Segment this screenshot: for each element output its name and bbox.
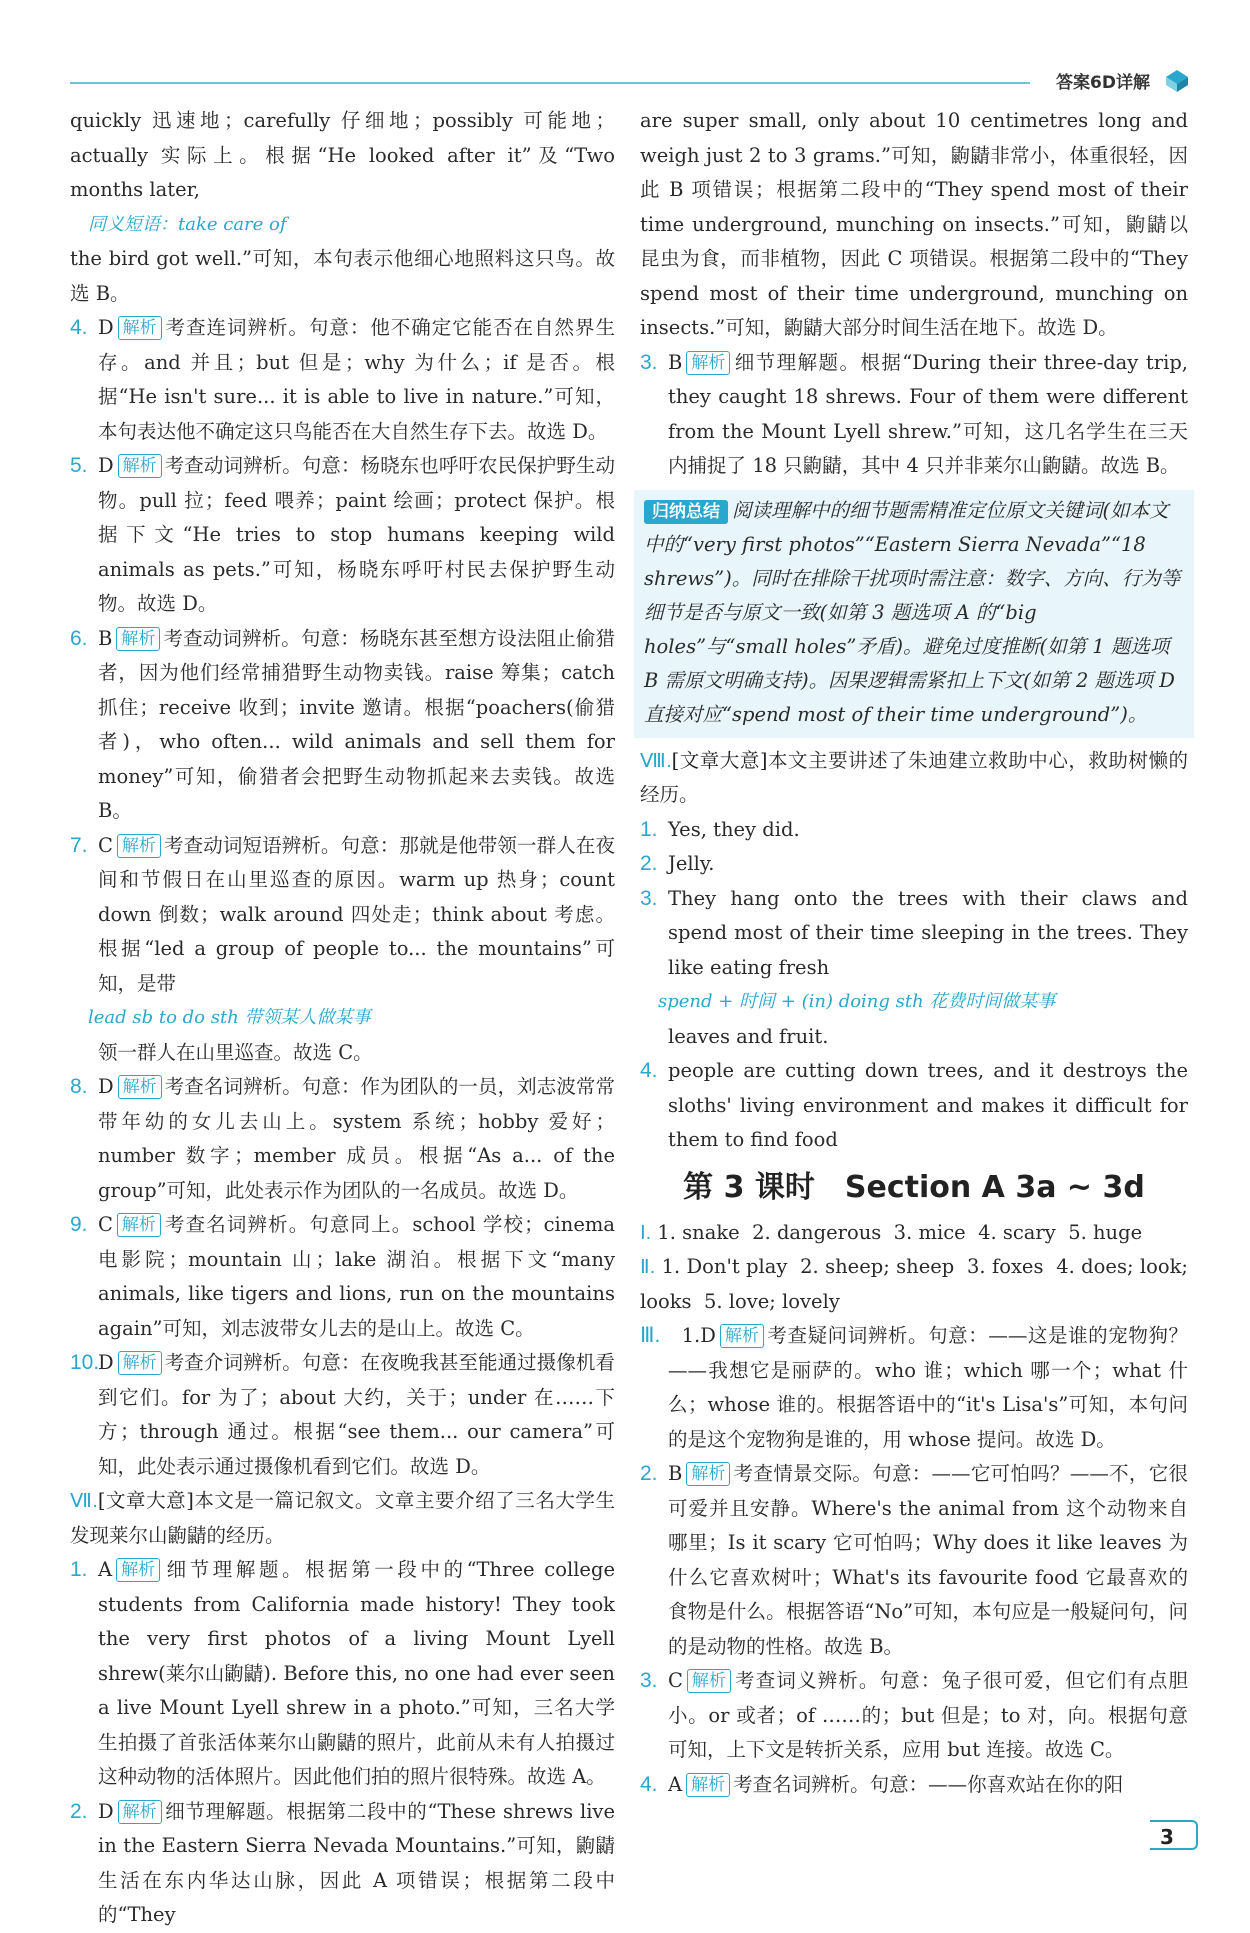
answer-text: 考查名词辨析。句意：作为团队的一员，刘志波常常带年幼的女儿去山上。system 系统；hobby 爱好；number 数字；member 成员。根据“As a... of the group”可知，此处表示作为团队的一名成员。故选 D。 xyxy=(98,1075,615,1202)
analysis-tag: 解析 xyxy=(687,1669,731,1693)
left-column xyxy=(70,104,615,1933)
analysis-tag: 解析 xyxy=(686,351,730,375)
item-number: 1. xyxy=(70,1558,88,1581)
analysis-tag: 解析 xyxy=(116,627,160,651)
section-text: 本文是一篇记叙文。文章主要介绍了三名大学生发现莱尔山鼩鼱的经历。 xyxy=(70,1489,615,1547)
page-header xyxy=(70,62,1210,102)
answer-letter: B xyxy=(98,626,113,650)
answer-item xyxy=(640,1054,1188,1158)
item-number: 7. xyxy=(70,833,88,857)
analysis-tag: 解析 xyxy=(686,1773,730,1797)
item-number: 6. xyxy=(70,626,88,650)
section-roman: Ⅲ. xyxy=(640,1324,661,1347)
answer-chip: 4. does; look; looks xyxy=(640,1255,1188,1313)
item-number xyxy=(640,1319,660,1354)
answer-text: 考查名词辨析。句意：——你喜欢站在你的阳 xyxy=(733,1772,1124,1796)
header-title: 答案6D详解 xyxy=(1056,73,1150,93)
answer-chip: 5. love; lovely xyxy=(703,1289,840,1313)
answer-item xyxy=(640,1664,1188,1768)
answer-chip: 1. snake xyxy=(657,1220,740,1244)
answer-item xyxy=(70,311,615,449)
section-heading: [文章大意] xyxy=(671,748,768,772)
answer-text: 考查动词辨析。句意：杨晓东甚至想方设法阻止偷猎者，因为他们经常捕猎野生动物卖钱。raise 筹集；catch 抓住；receive 收到；invite 邀请。根据“poachers(偷猎者)，who often... wild animals and sell them for money”可知，偷猎者会把野生动物抓起来去卖钱。故选 B。 xyxy=(98,626,615,822)
paragraph: 领一群人在山里巡查。故选 C。 xyxy=(98,1040,373,1064)
answer-text: 细节理解题。根据第二段中的“These shrews live in the Eastern Sierra Nevada Mountains.”可知，鼩鼱生活在东内华达山脉，因此 A 项错误；根据第二段中的“They xyxy=(98,1799,615,1926)
answer-letter: D xyxy=(98,316,114,339)
item-number: 3. xyxy=(640,350,658,374)
answer-text: 考查介词辨析。句意：在夜晚我甚至能通过摄像机看到它们。for 为了；about 大约，关于；under 在……下方；through 通过。根据“see them... our camera”可知，此处表示通过摄像机看到它们。故选 D。 xyxy=(98,1351,615,1478)
answer-letter: A xyxy=(668,1772,683,1796)
section-roman: Ⅷ. xyxy=(640,749,672,772)
analysis-tag: 解析 xyxy=(720,1324,764,1348)
item-number: 5. xyxy=(70,454,88,477)
answer-item xyxy=(640,1457,1188,1664)
answer-item xyxy=(70,1795,615,1933)
answer-text: 细节理解题。根据“During their three-day trip, they caught 18 shrews. Four of them were different from the Mount Lyell shrew.”可知，这几名学生在三天内捕捉了 18 只鼩鼱，其中 4 只并非莱尔山鼩鼱。故选 B。 xyxy=(668,350,1188,477)
answer-text: 考查词义辨析。句意：兔子很可爱，但它们有点胆小。or 或者；of ……的；but 但是；to 对，向。根据句意可知，上下文是转折关系，应用 but 连接。故选 C。 xyxy=(668,1669,1188,1761)
answer-item xyxy=(70,1346,615,1484)
item-number: 10. xyxy=(70,1351,100,1374)
section-answers xyxy=(640,1250,1188,1319)
item-number: 4. xyxy=(70,316,88,339)
paragraph: leaves and fruit. xyxy=(668,1024,829,1048)
answer-item xyxy=(640,813,1188,848)
answer-text: 细节理解题。根据第一段中的“Three college students from California made history! They took the very first photos of a living Mount Lyell shrew(莱尔山鼩鼱). Before this, no one had ever seen a live Mount Lyell shrew in a photo.”可知，三名大学生拍摄了首张活体莱尔山鼩鼱的照片，此前从未有人拍摄过这种动物的活体照片。因此他们拍的照片很特殊。故选 A。 xyxy=(98,1558,615,1788)
answer-text: They hang onto the trees with their claws and spend most of their time sleeping in the trees. They like eating fresh xyxy=(668,886,1188,979)
answer-letter: C xyxy=(668,1669,683,1692)
section-intro xyxy=(70,1484,615,1553)
answer-letter: D xyxy=(700,1324,716,1347)
paragraph: are super small, only about 10 centimetres long and weigh just 2 to 3 grams.”可知，鼩鼱非常小，体重很轻，因此 B 项错误；根据第二段中的“They spend most of their time underground, munching on insects.”可知，鼩鼱以昆虫为食，而非植物，因此 C 项错误。根据第二段中的“They spend most of their time underground, munching on insects.”可知，鼩鼱大部分时间生活在地下。故选 D。 xyxy=(640,109,1188,339)
answer-letter: B xyxy=(668,350,683,374)
section-intro xyxy=(640,744,1188,813)
analysis-tag: 解析 xyxy=(118,1075,162,1099)
answer-item xyxy=(70,622,615,829)
analysis-tag: 解析 xyxy=(118,1800,162,1824)
summary-badge: 归纳总结 xyxy=(644,500,728,524)
header-rule xyxy=(70,82,1030,84)
answer-letter: B xyxy=(668,1462,683,1485)
section-roman: Ⅰ. xyxy=(640,1221,652,1244)
answer-text: 考查动词辨析。句意：杨晓东也呼吁农民保护野生动物。pull 拉；feed 喂养；paint 绘画；protect 保护。根据下文“He tries to stop humans keeping wild animals as pets.”可知，杨晓东呼吁村民去保护野生动物。故选 D。 xyxy=(98,454,615,615)
analysis-tag: 解析 xyxy=(117,834,161,858)
answer-chip: 4. scary xyxy=(978,1220,1056,1244)
answer-chip: 1. Don't play xyxy=(661,1255,788,1278)
lesson-title: 第 3 课时 Section A 3a ~ 3d xyxy=(683,1169,1145,1205)
page-number: 3 xyxy=(1150,1820,1198,1850)
answer-item xyxy=(640,1319,1188,1457)
answer-item xyxy=(640,346,1188,484)
margin-note: lead sb to do sth 带领某人做某事 xyxy=(88,1007,371,1028)
item-number: 2. xyxy=(70,1799,88,1823)
section-answers xyxy=(640,1216,1188,1251)
answer-letter: D xyxy=(98,1351,114,1374)
answer-letter: D xyxy=(98,1075,114,1098)
margin-note: 同义短语：take care of xyxy=(88,213,287,235)
answer-item xyxy=(70,1070,615,1208)
section-text: 本文主要讲述了朱迪建立救助中心，救助树懒的经历。 xyxy=(640,748,1188,806)
answer-text: 考查连词辨析。句意：他不确定它能否在自然界生存。and 并且；but 但是；why 为什么；if 是否。根据“He isn't sure... it is able to live in nature.”可知，本句表达他不确定这只鸟能否在大自然生存下去。故选 D。 xyxy=(98,316,615,443)
answer-item xyxy=(640,847,1188,882)
answer-letter: D xyxy=(98,1799,114,1823)
answer-text: 考查情景交际。句意：——它可怕吗？——不，它很可爱并且安静。Where's the animal from 这个动物来自哪里；Is it scary 它可怕吗；Why does it like leaves 为什么它喜欢树叶；What's its favourite food 它最喜欢的食物是什么。根据答语“No”可知，本句应是一般疑问句，问的是动物的性格。故选 B。 xyxy=(668,1462,1188,1658)
analysis-tag: 解析 xyxy=(118,454,162,478)
answer-item xyxy=(70,449,615,622)
answer-letter: A xyxy=(98,1558,113,1581)
answer-letter: C xyxy=(98,1213,113,1236)
item-number: 4. xyxy=(640,1772,658,1796)
answer-item xyxy=(70,1208,615,1346)
paragraph: the bird got well.”可知，本句表示他细心地照料这只鸟。故选 B。 xyxy=(70,247,615,305)
section-heading: [文章大意] xyxy=(97,1489,194,1512)
item-number: 1. xyxy=(640,817,658,841)
right-column xyxy=(640,104,1188,1802)
answer-text: 考查名词辨析。句意同上。school 学校；cinema 电影院；mountain 山；lake 湖泊。根据下文“many animals, like tigers and lions, run on the mountains again”可知，刘志波带女儿去的是山上。故选 C。 xyxy=(98,1213,615,1340)
answer-item xyxy=(70,1553,615,1795)
paragraph: quickly 迅速地；carefully 仔细地；possibly 可能地；actually 实际上。根据“He looked after it”及“Two months later, xyxy=(70,109,615,201)
answer-text: 考查疑问词辨析。句意：——这是谁的宠物狗？——我想它是丽萨的。who 谁；which 哪一个；what 什么；whose 谁的。根据答语中的“it's Lisa's”可知，本句问的是这个宠物狗是谁的，用 whose 提问。故选 D。 xyxy=(668,1324,1188,1451)
summary-text: 阅读理解中的细节题需精准定位原文关键词(如本文中的“very first photos”“Eastern Sierra Nevada”“18 shrews”)。同时在排除干扰项时需注意：数字、方向、行为等细节是否与原文一致(如第 3 题选项 A 的“big holes”与“small holes”矛盾)。避免过度推断(如第 1 题选项 B 需原文明确支持)。因果逻辑需紧扣上下文(如第 2 题选项 D 直接对应“spend most of their time underground”)。 xyxy=(644,498,1181,726)
answer-chip: 2. sheep; sheep xyxy=(800,1255,955,1278)
answer-chip: 5. huge xyxy=(1068,1220,1143,1244)
answer-chip: 3. foxes xyxy=(967,1255,1044,1278)
answer-item xyxy=(640,1768,1188,1803)
answer-text: 考查动词短语辨析。句意：那就是他带领一群人在夜间和节假日在山里巡查的原因。warm up 热身；count down 倒数；walk around 四处走；think about 考虑。根据“led a group of people to... the mountains”可知，是带 xyxy=(98,833,615,995)
answer-item xyxy=(640,882,1188,986)
item-number: 9. xyxy=(70,1213,88,1236)
book-diamond-icon xyxy=(1164,68,1190,94)
answer-text: Jelly. xyxy=(668,852,715,875)
item-number: 8. xyxy=(70,1075,88,1098)
analysis-tag: 解析 xyxy=(686,1462,730,1486)
margin-note: spend + 时间 + (in) doing sth 花费时间做某事 xyxy=(658,991,1056,1012)
answer-letter: D xyxy=(98,454,114,477)
section-roman: Ⅶ. xyxy=(70,1490,98,1512)
summary-box xyxy=(634,490,1194,738)
answer-chip: 3. mice xyxy=(893,1220,966,1244)
answer-text: people are cutting down trees, and it destroys the sloths' living environment and makes it difficult for them to find food xyxy=(668,1059,1188,1151)
item-number: 4. xyxy=(640,1059,658,1082)
analysis-tag: 解析 xyxy=(117,1213,161,1237)
analysis-tag: 解析 xyxy=(118,1351,162,1375)
item-number-inline: 1. xyxy=(681,1324,701,1347)
section-roman: Ⅱ. xyxy=(640,1256,656,1278)
item-number: 3. xyxy=(640,1669,658,1692)
item-number: 2. xyxy=(640,1462,658,1485)
item-number: 2. xyxy=(640,852,658,875)
item-number: 3. xyxy=(640,886,658,910)
analysis-tag: 解析 xyxy=(116,1558,160,1582)
answer-text: Yes, they did. xyxy=(668,817,800,841)
answer-item xyxy=(70,829,615,1002)
analysis-tag: 解析 xyxy=(118,316,162,340)
answer-letter: C xyxy=(98,833,113,857)
answer-chip: 2. dangerous xyxy=(752,1220,882,1244)
